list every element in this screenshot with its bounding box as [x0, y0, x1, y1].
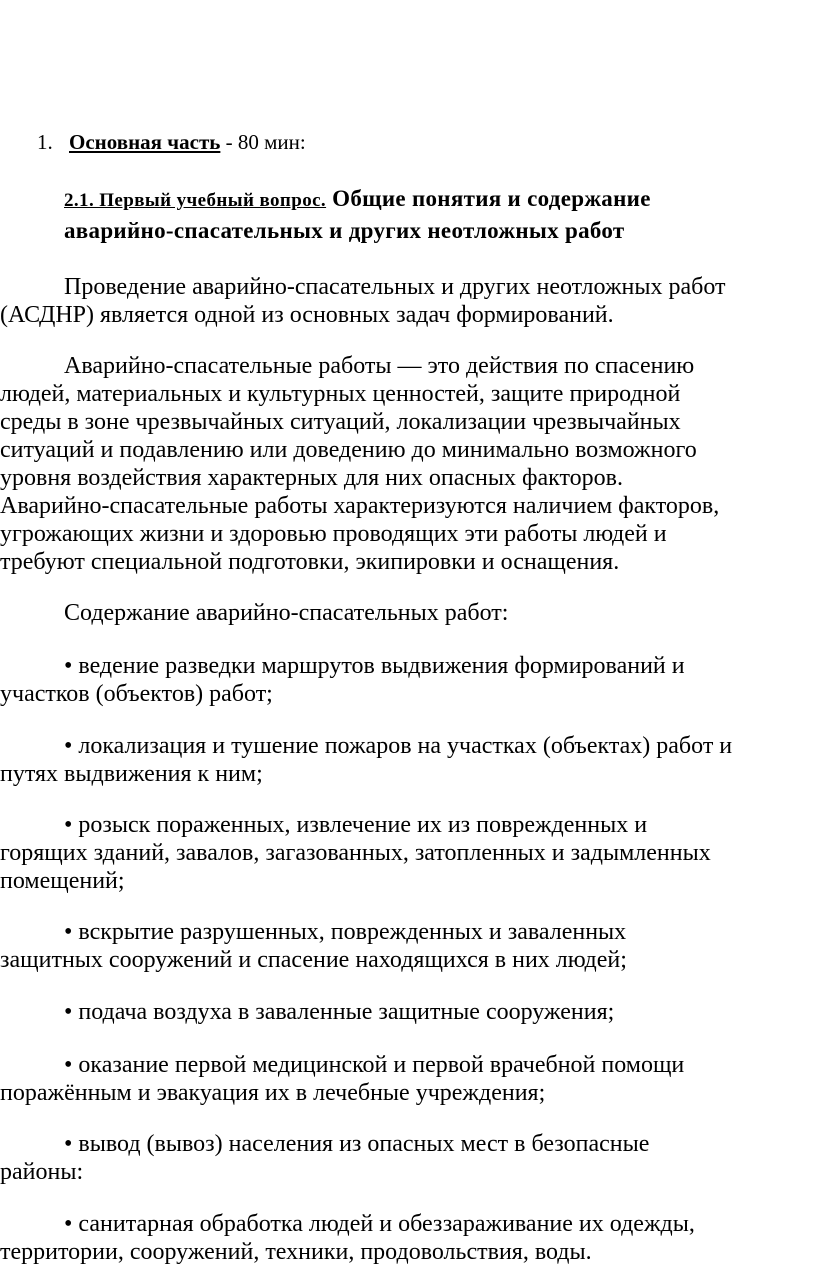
- question-title-part-2: аварийно-спасательных и других неотложных работ: [64, 218, 625, 243]
- list-item: [0, 652, 816, 708]
- text-line: помещений;: [0, 868, 125, 894]
- list-item: [0, 1210, 816, 1266]
- text-line: • оказание первой медицинской и первой врачебной помощи: [64, 1052, 685, 1078]
- text-line: территории, сооружений, техники, продовольствия, воды.: [0, 1239, 592, 1265]
- text-line: требуют специальной подготовки, экипировки и оснащения.: [0, 549, 620, 575]
- question-title-part-1: Общие понятия и содержание: [326, 186, 651, 211]
- paragraph-rescue-definition: [0, 352, 816, 576]
- text-line: людей, материальных и культурных ценностей, защите природной: [0, 381, 681, 407]
- text-line: участков (объектов) работ;: [0, 681, 273, 707]
- text-line: уровня воздействия характерных для них опасных факторов.: [0, 465, 624, 491]
- text-line: • розыск пораженных, извлечение их из поврежденных и: [64, 812, 648, 838]
- question-heading-line-1: [64, 186, 651, 211]
- text-line: среды в зоне чрезвычайных ситуаций, локализации чрезвычайных: [0, 409, 681, 435]
- text-line: районы:: [0, 1159, 84, 1185]
- question-heading: [64, 184, 651, 246]
- text-line: поражённым и эвакуация их в лечебные учреждения;: [0, 1080, 546, 1106]
- text-line: • вывод (вывоз) населения из опасных мест в безопасные: [64, 1131, 650, 1157]
- text-line: ситуаций и подавлению или доведению до минимально возможного: [0, 437, 697, 463]
- list-item: [0, 998, 816, 1026]
- list-item: [0, 918, 816, 974]
- text-line: Аварийно-спасательные работы характеризуются наличием факторов,: [0, 493, 720, 519]
- text-line: Аварийно-спасательные работы — это действия по спасению: [64, 353, 695, 379]
- text-line: угрожающих жизни и здоровью проводящих эти работы людей и: [0, 521, 667, 547]
- section-duration: - 80 мин:: [220, 130, 306, 154]
- paragraph-content-intro: [0, 599, 816, 627]
- section-title: Основная часть: [69, 130, 221, 154]
- list-item: [0, 1051, 816, 1107]
- text-line: • локализация и тушение пожаров на участках (объектах) работ и: [64, 733, 733, 759]
- text-line: • подача воздуха в заваленные защитные сооружения;: [64, 999, 615, 1025]
- question-label: 2.1. Первый учебный вопрос.: [64, 190, 327, 211]
- text-line: (АСДНР) является одной из основных задач формирований.: [0, 302, 614, 328]
- section-header: [37, 128, 306, 156]
- section-number: 1.: [37, 130, 53, 154]
- text-line: горящих зданий, завалов, загазованных, затопленных и задымленных: [0, 840, 711, 866]
- list-item: [0, 732, 816, 788]
- text-line: защитных сооружений и спасение находящихся в них людей;: [0, 947, 627, 973]
- text-line: • санитарная обработка людей и обеззараживание их одежды,: [64, 1211, 695, 1237]
- text-line: Содержание аварийно-спасательных работ:: [64, 600, 509, 626]
- paragraph-asdnr-intro: [0, 273, 816, 329]
- list-item: [0, 811, 816, 895]
- text-line: • ведение разведки маршрутов выдвижения формирований и: [64, 653, 685, 679]
- text-line: Проведение аварийно-спасательных и других неотложных работ: [64, 274, 726, 300]
- list-item: [0, 1130, 816, 1186]
- text-line: • вскрытие разрушенных, поврежденных и заваленных: [64, 919, 627, 945]
- text-line: путях выдвижения к ним;: [0, 761, 263, 787]
